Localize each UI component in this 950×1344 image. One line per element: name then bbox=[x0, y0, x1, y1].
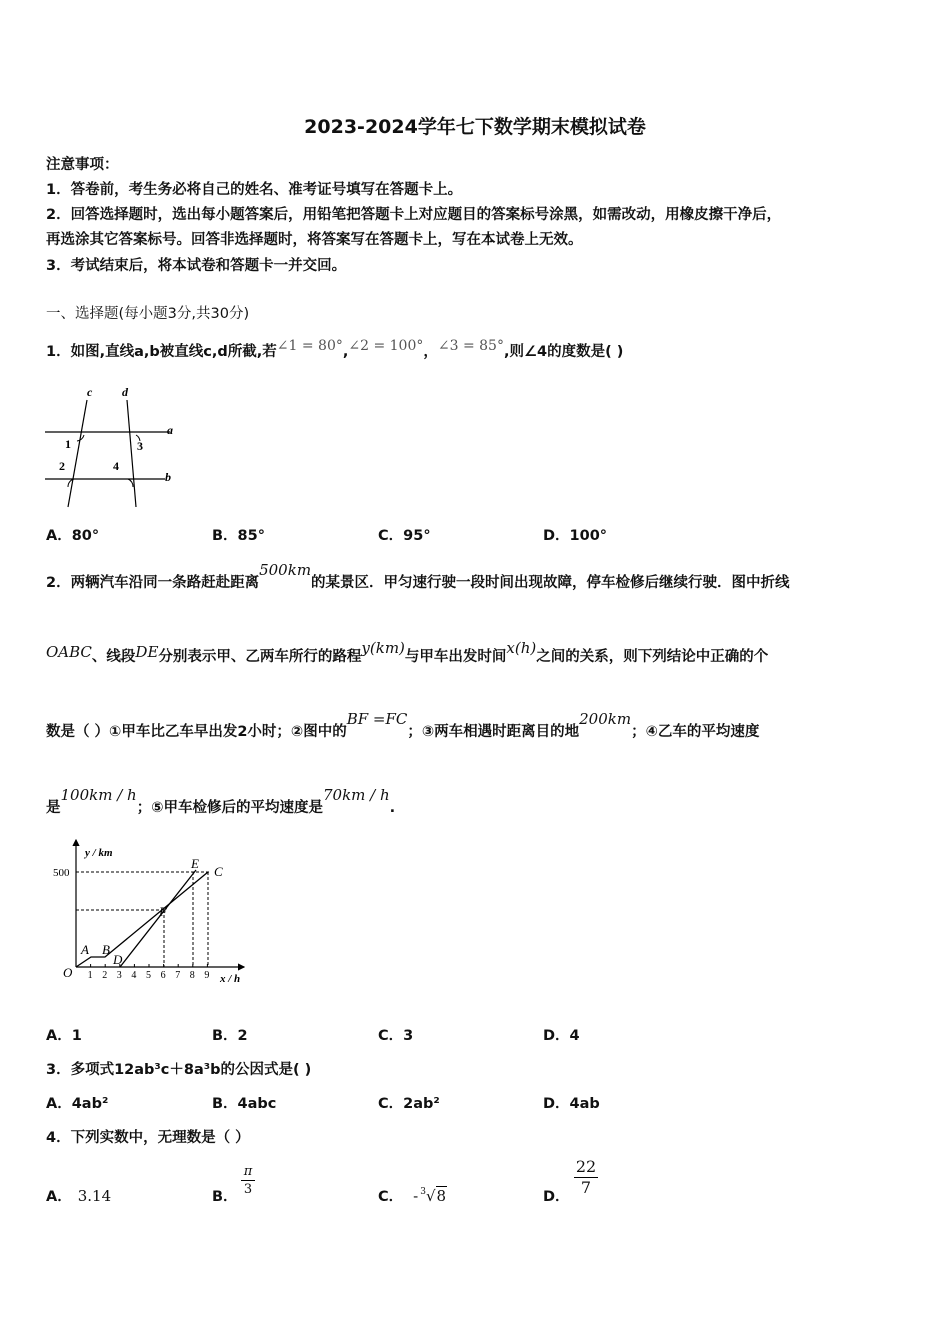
point-b: B bbox=[102, 942, 110, 957]
label-2: 2 bbox=[59, 459, 65, 473]
q2-l1b: 的某景区．甲匀速行驶一段时间出现故障，停车检修后继续行驶．图中折线 bbox=[311, 575, 790, 591]
q4-option-c-label: C． bbox=[378, 1189, 404, 1205]
q2-line-4 bbox=[46, 786, 396, 817]
q4-option-d-label[interactable]: D． bbox=[543, 1189, 570, 1205]
q4-option-a-value: 3.14 bbox=[77, 1187, 112, 1205]
x-axis-label: x / h bbox=[220, 973, 241, 985]
q4-option-d-den: 7 bbox=[580, 1178, 592, 1197]
label-1: 1 bbox=[65, 437, 71, 451]
label-3: 3 bbox=[137, 439, 143, 453]
line-de bbox=[120, 870, 196, 967]
q2-xh: x(h) bbox=[506, 639, 537, 657]
q1-angle3: ∠3 = 85° bbox=[437, 338, 504, 354]
x-tick-label: 4 bbox=[131, 970, 137, 981]
q3-option-c[interactable]: C．2ab² bbox=[378, 1096, 440, 1112]
q2-l2a: 、线段 bbox=[91, 649, 136, 665]
q2-line-2 bbox=[46, 639, 769, 666]
label-4: 4 bbox=[113, 459, 119, 473]
q4-option-b-fraction bbox=[241, 1164, 255, 1197]
label-d: d bbox=[122, 385, 128, 399]
point-f: F bbox=[159, 904, 167, 919]
q4-option-d-fraction bbox=[574, 1158, 598, 1197]
q4-option-b-den: 3 bbox=[243, 1182, 253, 1197]
q2-option-b[interactable]: B．2 bbox=[212, 1028, 248, 1044]
label-a: a bbox=[167, 423, 173, 437]
point-a: A bbox=[81, 942, 89, 957]
q2-line-3 bbox=[46, 710, 760, 741]
q4-option-a-label: A． bbox=[46, 1189, 72, 1205]
q2-l3a: 数是（ ）①甲车比乙车早出发2小时；②图中的 bbox=[46, 724, 347, 740]
fraction-bar bbox=[241, 1180, 255, 1181]
q2-graph bbox=[46, 832, 256, 992]
q1-figure bbox=[40, 385, 190, 510]
q1-option-d[interactable]: D．100° bbox=[543, 528, 608, 544]
q1-option-c[interactable]: C．95° bbox=[378, 528, 431, 544]
q2-l4c: . bbox=[389, 800, 396, 816]
x-tick-label: 7 bbox=[175, 970, 181, 981]
x-tick-label: 8 bbox=[189, 970, 195, 981]
q4-option-a[interactable] bbox=[46, 1185, 111, 1206]
x-tick-label: 9 bbox=[204, 970, 210, 981]
q2-line-1 bbox=[46, 561, 790, 592]
q2-l1a: 2．两辆汽车沿同一条路赶赴距离 bbox=[46, 575, 260, 591]
q2-dist: 500km bbox=[259, 561, 312, 579]
q4-option-c-index: 3 bbox=[420, 1187, 426, 1197]
question-4-stem: 4．下列实数中，无理数是（ ） bbox=[46, 1130, 250, 1146]
x-tick-label: 2 bbox=[102, 970, 108, 981]
y-axis-label: y / km bbox=[85, 847, 113, 859]
line-oabc bbox=[76, 872, 208, 967]
q1-option-b[interactable]: B．85° bbox=[212, 528, 265, 544]
origin-label: O bbox=[63, 965, 73, 980]
point-c: C bbox=[214, 864, 223, 879]
y-tick-500: 500 bbox=[53, 867, 70, 879]
q2-l2c: 与甲车出发时间 bbox=[404, 649, 507, 665]
q4-option-d-num: 22 bbox=[575, 1157, 597, 1176]
q2-option-d[interactable]: D．4 bbox=[543, 1028, 580, 1044]
q1-stem-a: 1．如图,直线a,b被直线c,d所截,若 bbox=[46, 344, 277, 360]
q4-option-b-num: π bbox=[243, 1164, 253, 1179]
q2-oabc: OABC bbox=[46, 643, 92, 661]
q3-option-b[interactable]: B．4abc bbox=[212, 1096, 277, 1112]
q2-l4b: ；⑤甲车检修后的平均速度是 bbox=[136, 800, 323, 816]
notice-item-3: 3．考试结束后，将本试卷和答题卡一并交回。 bbox=[46, 258, 347, 274]
label-b: b bbox=[165, 470, 171, 484]
x-tick-label: 1 bbox=[87, 970, 93, 981]
notice-item-2a: 2．回答选择题时，选出每小题答案后，用铅笔把答题卡上对应题目的答案标号涂黑，如需改动，用橡皮擦干净后， bbox=[46, 207, 782, 223]
q1-stem-b: ,则∠4的度数是( ) bbox=[503, 344, 624, 360]
page-title: 2023-2024学年七下数学期末模拟试卷 bbox=[304, 116, 646, 138]
question-1-stem bbox=[46, 340, 623, 361]
point-d: D bbox=[113, 952, 123, 967]
q4-option-c-neg: - bbox=[413, 1187, 419, 1205]
q3-option-d[interactable]: D．4ab bbox=[543, 1096, 600, 1112]
q2-d200: 200km bbox=[579, 710, 632, 728]
q2-option-c[interactable]: C．3 bbox=[378, 1028, 414, 1044]
line-c bbox=[68, 400, 87, 507]
line-d bbox=[127, 400, 136, 507]
notice-heading: 注意事项： bbox=[46, 157, 119, 173]
x-tick-label: 5 bbox=[146, 970, 151, 981]
q2-l3c: ；④乙车的平均速度 bbox=[631, 724, 760, 740]
q2-bffc: BF =FC bbox=[346, 710, 408, 728]
notice-item-2b: 再选涂其它答案标号。回答非选择题时，将答案写在答题卡上，写在本试卷上无效。 bbox=[46, 232, 583, 248]
x-tick-label: 3 bbox=[116, 970, 122, 981]
q3-option-a[interactable]: A．4ab² bbox=[46, 1096, 109, 1112]
q1-sep2: ， bbox=[423, 344, 438, 360]
question-3-stem: 3．多项式12ab³c＋8a³b的公因式是( ) bbox=[46, 1062, 312, 1078]
q2-l3b: ；③两车相遇时距离目的地 bbox=[407, 724, 580, 740]
point-e: E bbox=[191, 856, 199, 871]
q2-ykm: y(km) bbox=[361, 639, 405, 657]
radical-sign: √ bbox=[425, 1187, 436, 1205]
q4-option-b-label[interactable]: B． bbox=[212, 1189, 238, 1205]
q1-angle1: ∠1 = 80° bbox=[276, 338, 343, 354]
arc-4 bbox=[128, 479, 133, 487]
notice-item-1: 1．答卷前，考生务必将自己的姓名、准考证号填写在答题卡上。 bbox=[46, 182, 463, 198]
x-tick-label: 6 bbox=[160, 970, 166, 981]
q4-option-c-radicand: 8 bbox=[436, 1187, 447, 1205]
q1-angle2: ∠2 = 100° bbox=[348, 338, 424, 354]
section-heading: 一、选择题(每小题3分,共30分) bbox=[46, 306, 250, 322]
q2-v100: 100km / h bbox=[60, 786, 137, 804]
q2-de: DE bbox=[135, 643, 159, 661]
q1-option-a[interactable]: A．80° bbox=[46, 528, 100, 544]
q2-option-a[interactable]: A．1 bbox=[46, 1028, 82, 1044]
q4-option-c[interactable] bbox=[378, 1185, 447, 1206]
q2-l2b: 分别表示甲、乙两车所行的路程 bbox=[158, 649, 362, 665]
q2-l2d: 之间的关系，则下列结论中正确的个 bbox=[536, 649, 769, 665]
label-c: c bbox=[87, 385, 93, 399]
q2-l4a: 是 bbox=[46, 800, 61, 816]
q1-sep1: , bbox=[342, 344, 349, 360]
q2-v70: 70km / h bbox=[322, 786, 390, 804]
